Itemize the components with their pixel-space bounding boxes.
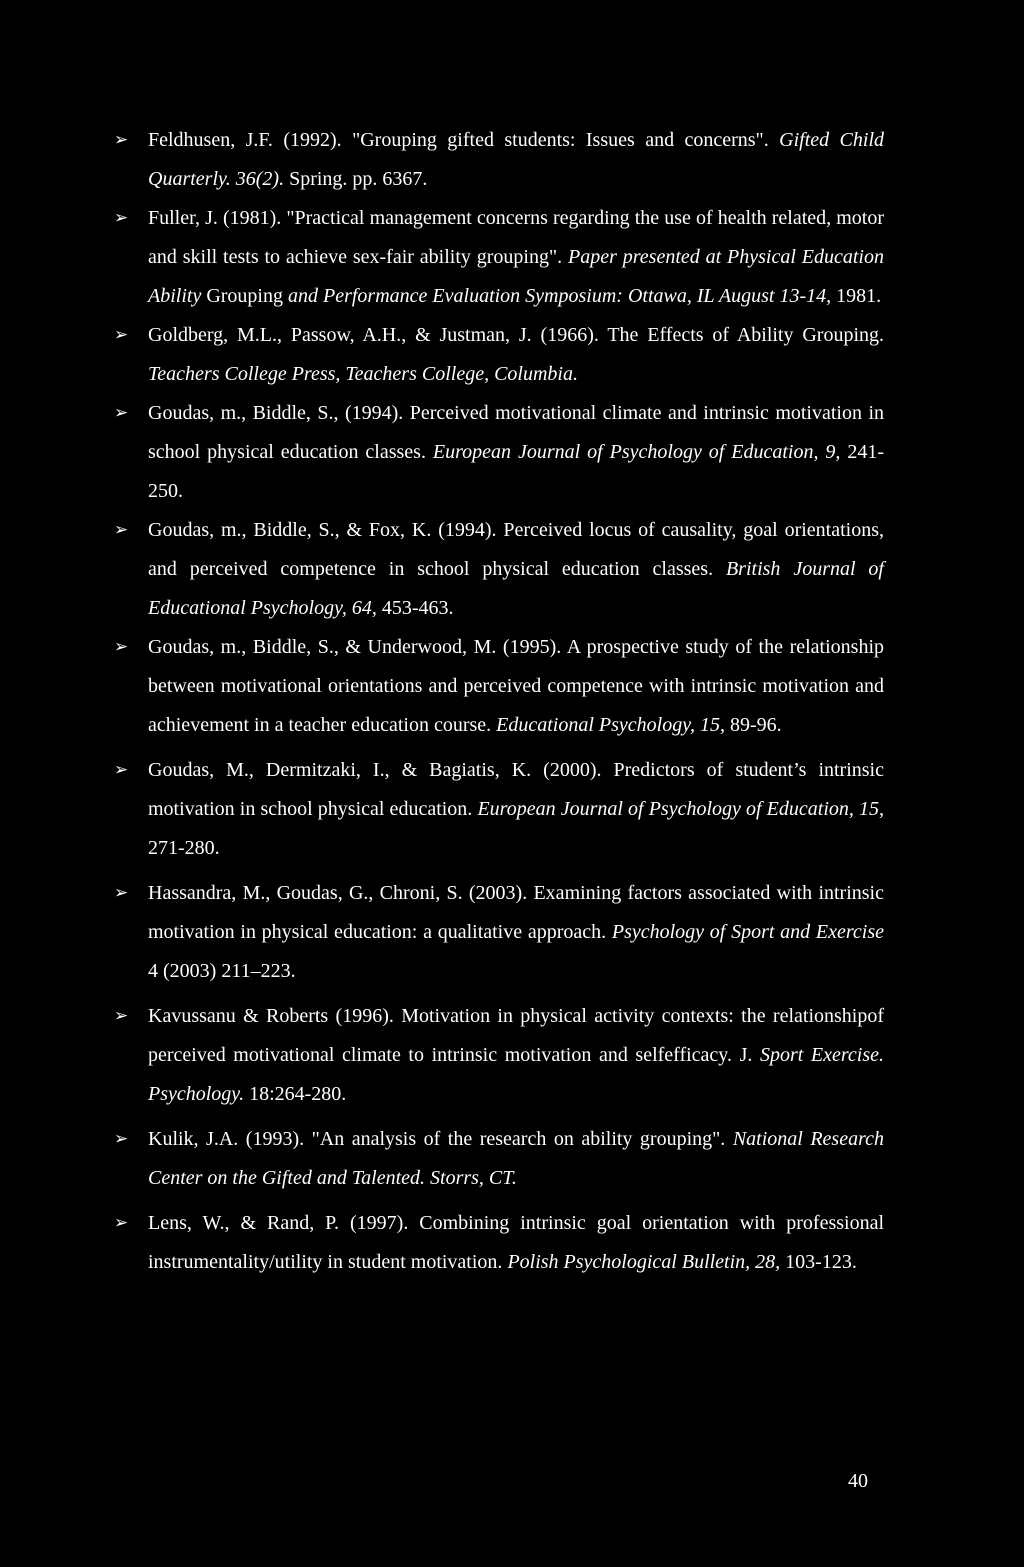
reference-text: 89-96. — [725, 714, 782, 736]
reference-item — [114, 1120, 884, 1198]
reference-item — [114, 1204, 884, 1282]
reference-text: Goudas, m., Biddle, S., (1994). Perceived motivational climate and intrinsic motivation in school physical education classes. — [148, 402, 884, 463]
reference-italic-text: Sport Exercise. Psychology. — [148, 1044, 884, 1105]
bullet-arrow-icon: ➢ — [114, 883, 129, 903]
reference-text: 1981. — [831, 285, 882, 307]
reference-item — [114, 199, 884, 316]
reference-text: Feldhusen, J.F. (1992). "Grouping gifted students: Issues and concerns". — [148, 129, 780, 151]
reference-italic-text: Educational Psychology, 15, — [496, 714, 726, 736]
page-number: 40 — [848, 1470, 868, 1492]
reference-item — [114, 511, 884, 628]
reference-text: Hassandra, M., Goudas, G., Chroni, S. (2003). Examining factors associated with intrinsic motivation in physical education: a qualitative approach. — [148, 882, 884, 943]
reference-text: Goldberg, M.L., Passow, A.H., & Justman, J. (1966). The Effects of Ability Grouping. — [148, 324, 884, 346]
bullet-arrow-icon: ➢ — [114, 208, 129, 228]
reference-item — [114, 316, 884, 394]
reference-item — [114, 628, 884, 745]
reference-text: Fuller, J. (1981). "Practical management concerns regarding the use of health related, motor and skill tests to achieve sex-fair ability grouping". — [148, 207, 884, 268]
reference-list — [114, 121, 884, 1282]
bullet-arrow-icon: ➢ — [114, 325, 129, 345]
reference-text: 18:264-280. — [244, 1083, 347, 1105]
reference-item — [114, 394, 884, 511]
reference-italic-text: European Journal of Psychology of Education, 9, — [432, 441, 841, 463]
bullet-arrow-icon: ➢ — [114, 637, 129, 657]
reference-text: Goudas, M., Dermitzaki, I., & Bagiatis, K. (2000). Predictors of student’s intrinsic motivation in school physical education. — [148, 759, 884, 820]
reference-italic-text: Gifted Child Quarterly. 36(2). — [148, 129, 884, 190]
bullet-arrow-icon: ➢ — [114, 403, 129, 423]
reference-text: 4 (2003) 211–223. — [148, 960, 296, 982]
bullet-arrow-icon: ➢ — [114, 130, 129, 150]
reference-italic-text: Psychology of Sport and Exercise — [611, 921, 884, 943]
reference-text: Spring. pp. 6367. — [284, 168, 428, 190]
bullet-arrow-icon: ➢ — [114, 520, 129, 540]
reference-text: Kulik, J.A. (1993). "An analysis of the research on ability grouping". — [148, 1128, 733, 1150]
reference-item — [114, 997, 884, 1114]
reference-item — [114, 121, 884, 199]
reference-italic-text: and Performance Evaluation Symposium: Ottawa, IL August 13-14, — [288, 285, 832, 307]
reference-text: 453-463. — [376, 597, 454, 619]
reference-text: 103-123. — [780, 1251, 857, 1273]
reference-text: Goudas, m., Biddle, S., & Underwood, M. (1995). A prospective study of the relationship between motivational orientations and perceived competence with intrinsic motivation and achievement in a teacher education course. — [148, 636, 884, 736]
reference-item — [114, 874, 884, 991]
reference-text: Grouping — [201, 285, 288, 307]
reference-italic-text: Teachers College Press, Teachers College, Columbia. — [148, 363, 578, 385]
reference-text: Kavussanu & Roberts (1996). Motivation in physical activity contexts: the relationshipof perceived motivational climate to intrinsic motivation and selfefficacy. J. — [148, 1005, 884, 1066]
reference-text: Lens, W., & Rand, P. (1997). Combining intrinsic goal orientation with professional instrumentality/utility in student motivation. — [148, 1212, 884, 1273]
reference-italic-text: Polish Psychological Bulletin, 28, — [507, 1251, 781, 1273]
bullet-arrow-icon: ➢ — [114, 1129, 129, 1149]
reference-italic-text: Paper presented at Physical Education Ability — [148, 246, 884, 307]
reference-text: Goudas, m., Biddle, S., & Fox, K. (1994). Perceived locus of causality, goal orientations, and perceived competence in school physical education classes. — [148, 519, 884, 580]
reference-text: 271-280. — [148, 837, 220, 859]
reference-text: 241-250. — [148, 441, 884, 502]
reference-italic-text: European Journal of Psychology of Education, 15, — [477, 798, 885, 820]
bullet-arrow-icon: ➢ — [114, 1213, 129, 1233]
reference-italic-text: National Research Center on the Gifted and Talented. Storrs, CT. — [148, 1128, 884, 1189]
bullet-arrow-icon: ➢ — [114, 1006, 129, 1026]
bullet-arrow-icon: ➢ — [114, 760, 129, 780]
reference-italic-text: British Journal of Educational Psychology, 64, — [148, 558, 884, 619]
reference-item — [114, 751, 884, 868]
